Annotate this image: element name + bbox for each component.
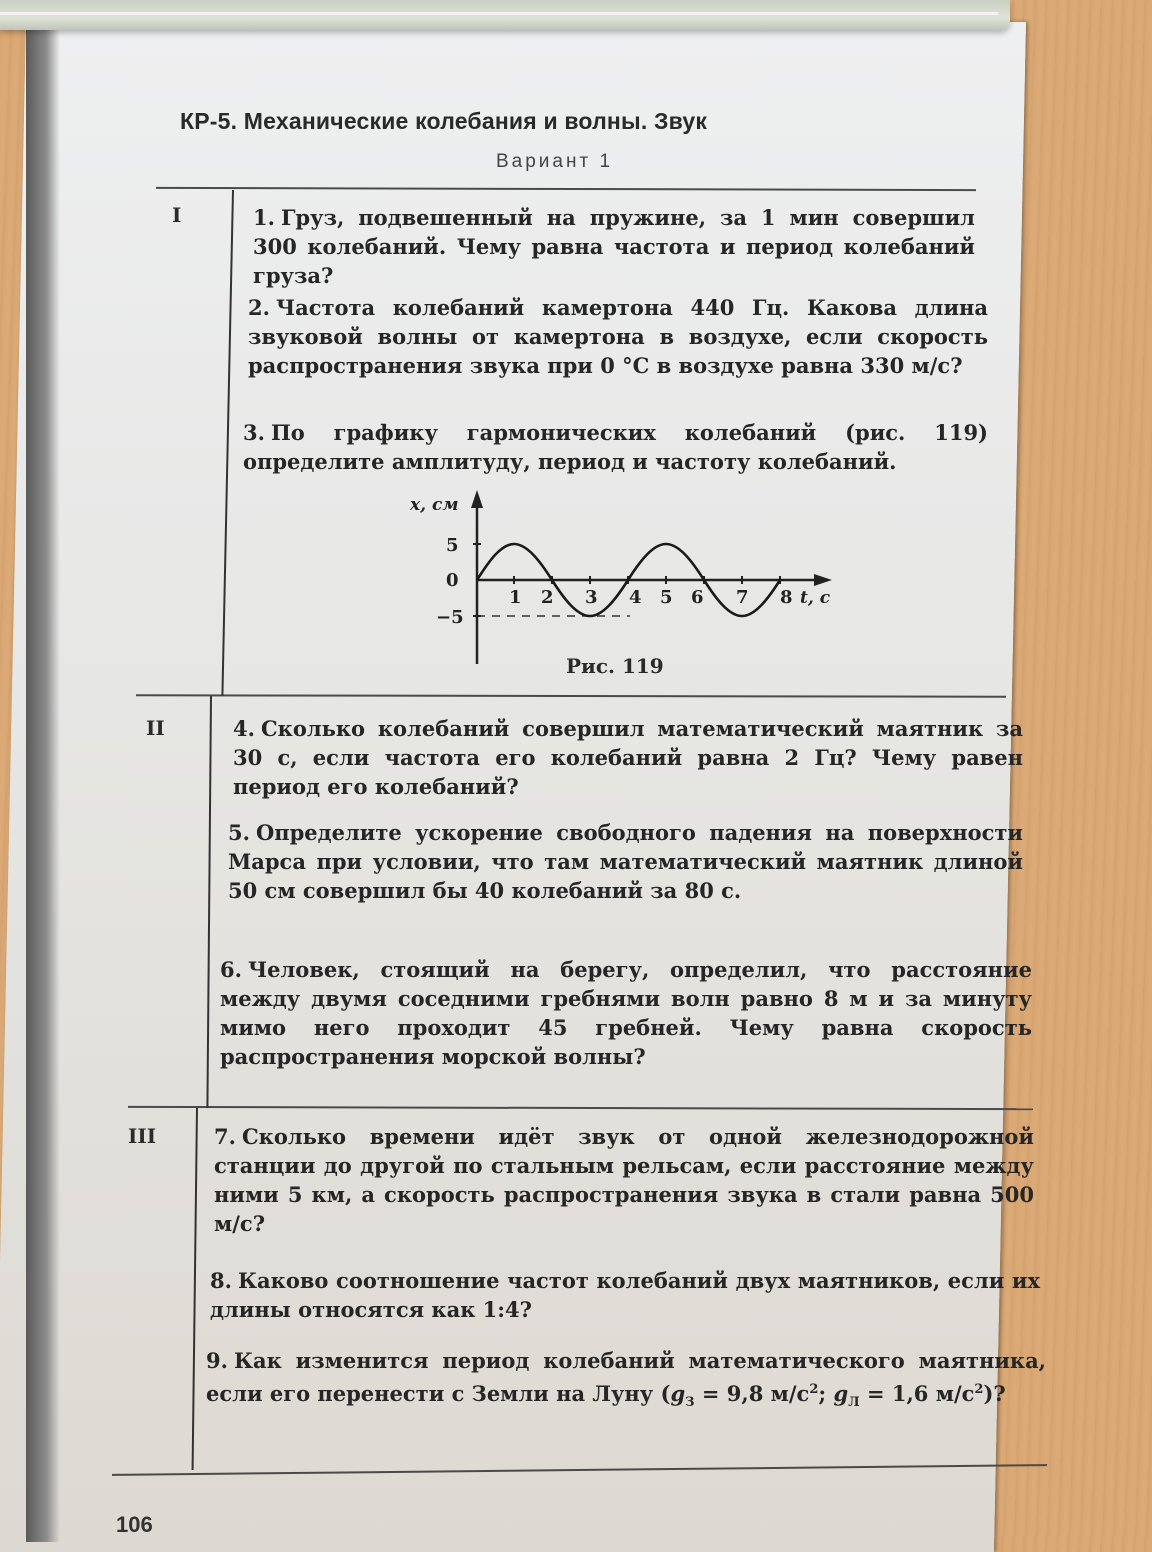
task-7 — [214, 1122, 1034, 1238]
x-tick-label-3: 3 — [585, 587, 598, 608]
task-text: По графику гармонических колебаний (рис. 119) определите амплитуду, период и частоту колебаний. — [243, 420, 988, 474]
x-tick-label-2: 2 — [541, 587, 554, 608]
task-2 — [248, 293, 988, 380]
x-tick-label-4: 4 — [629, 587, 642, 608]
column-divider — [206, 696, 212, 1108]
g-moon-value: = 1,6 м/с — [866, 1381, 975, 1406]
task-number: 1. — [253, 205, 275, 230]
task-number: 6. — [220, 957, 242, 982]
variant-heading: Вариант 1 — [496, 151, 614, 172]
divider-section-3 — [128, 1106, 1033, 1110]
formula-open-paren: ( — [660, 1381, 671, 1406]
task-number: 9. — [206, 1348, 228, 1373]
book-edge — [0, 12, 998, 15]
column-divider — [192, 1108, 198, 1470]
task-number: 2. — [248, 295, 270, 320]
task-text: Каково соотношение частот колебаний двух маятников, если их длины относятся как 1:4? — [210, 1268, 1040, 1322]
task-text: Сколько колебаний совершил математический маятник за 30 с, если частота его колебаний равна 2 Гц? Чему равен период его колебаний? — [233, 716, 1023, 799]
g-moon-exponent: 2 — [974, 1382, 984, 1397]
task-text: Человек, стоящий на берегу, определил, что расстояние между двумя соседними гребнями волн равно 8 м и за минуту мимо него проходит 45 гребней. Чему равна скорость распространения морской волны? — [220, 957, 1032, 1069]
oscillation-graph — [380, 488, 850, 678]
task-number: 8. — [210, 1268, 232, 1293]
x-tick-label-1: 1 — [509, 587, 522, 608]
g-earth-subscript: З — [685, 1395, 695, 1411]
task-3 — [243, 418, 988, 476]
x-axis-arrow-icon — [814, 574, 832, 586]
y-tick-label-minus-5: −5 — [436, 607, 464, 628]
g-earth-symbol: g — [670, 1381, 686, 1406]
task-text: Груз, подвешенный на пружине, за 1 мин совершил 300 колебаний. Чему равна частота и период колебаний груза? — [253, 205, 975, 288]
book-stack-top — [0, 0, 1010, 30]
task-text: Сколько времени идёт звук от одной железнодорожной станции до другой по стальным рельсам, если расстояние между ними 5 км, а скорость распространения звука в стали равна 500 м/с? — [214, 1124, 1034, 1236]
divider-top — [156, 187, 976, 191]
y-axis-label: x, см — [410, 495, 459, 515]
divider-bottom — [112, 1464, 1047, 1476]
g-earth-value: = 9,8 м/с — [701, 1381, 810, 1406]
task-number: 3. — [243, 420, 265, 445]
gravity-formula — [660, 1381, 1006, 1411]
task-text: Как изменится период колебаний математического маятника, если его перенести с Земли на Луну — [206, 1348, 1046, 1406]
g-moon-symbol: g — [833, 1381, 849, 1406]
x-tick-label-7: 7 — [736, 587, 749, 608]
task-text: Определите ускорение свободного падения на поверхности Марса при условии, что там математический маятник длиной 50 см совершил бы 40 колебаний за 80 с. — [228, 820, 1023, 903]
x-axis-label: t, с — [800, 588, 831, 608]
page-title: КР-5. Механические колебания и волны. Звук — [180, 108, 708, 134]
section-label-2: II — [146, 716, 165, 740]
g-moon-subscript: Л — [848, 1395, 860, 1411]
task-8 — [210, 1266, 1040, 1324]
task-text: Частота колебаний камертона 440 Гц. Какова длина звуковой волны от камертона в воздухе, если скорость распространения звука при 0 °С в воздухе равна 330 м/с? — [248, 295, 988, 378]
task-4 — [233, 714, 1023, 801]
task-number: 5. — [228, 820, 250, 845]
divider-section-2 — [136, 694, 1006, 698]
task-6 — [220, 955, 1032, 1071]
figure-caption: Рис. 119 — [566, 654, 664, 678]
task-5 — [228, 818, 1023, 905]
y-tick-label-5: 5 — [446, 535, 459, 556]
y-tick-label-0: 0 — [446, 570, 459, 591]
column-divider — [221, 190, 234, 696]
section-label-1: I — [172, 203, 182, 227]
task-number: 7. — [214, 1124, 236, 1149]
x-tick-label-6: 6 — [691, 587, 704, 608]
graph-svg — [380, 488, 850, 678]
y-axis-arrow-icon — [471, 490, 483, 508]
formula-close-paren: )? — [983, 1381, 1006, 1406]
task-number: 4. — [233, 716, 255, 741]
section-label-3: III — [128, 1124, 157, 1148]
task-9 — [206, 1346, 1046, 1417]
page-number: 106 — [116, 1512, 153, 1537]
task-1 — [253, 203, 975, 290]
x-tick-label-5: 5 — [660, 587, 673, 608]
g-earth-exponent: 2 — [809, 1382, 819, 1397]
x-tick-label-8: 8 — [780, 587, 793, 608]
formula-separator: ; — [818, 1381, 834, 1406]
